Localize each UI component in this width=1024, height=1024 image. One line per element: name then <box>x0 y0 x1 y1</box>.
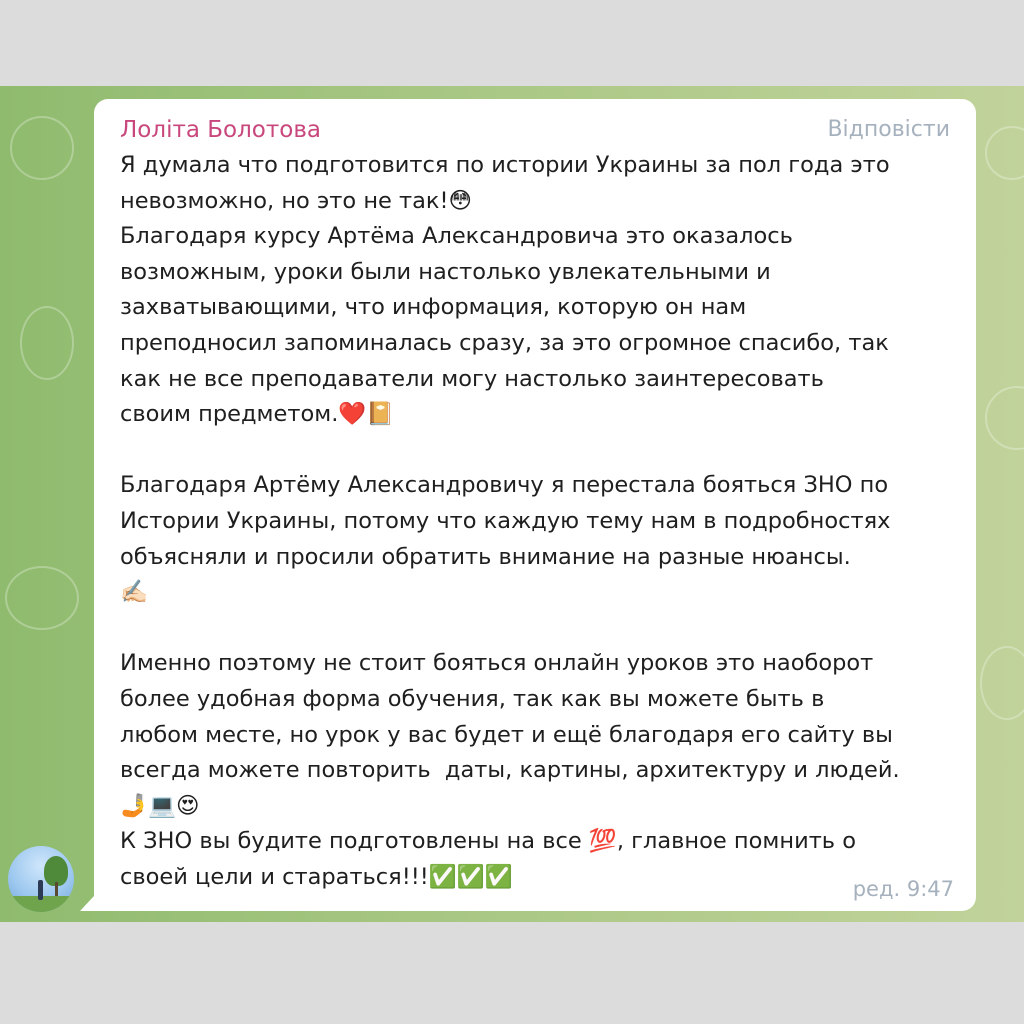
doodle-shape <box>5 566 79 630</box>
message-bubble[interactable] <box>94 99 976 911</box>
sender-avatar[interactable] <box>8 846 74 912</box>
reply-button[interactable]: Відповісти <box>827 117 950 142</box>
avatar-person <box>38 880 43 900</box>
doodle-shape <box>985 386 1024 450</box>
message-timestamp: ред. 9:47 <box>852 877 954 901</box>
bubble-tail <box>80 896 94 911</box>
message-text: Я думала что подготовится по истории Украины за пол года это невозможно, но это не так!😳 Благодаря курсу Артёма Александровича это оказалось возможным, уроки были настолько увлекательными и захватывающими, что информация, которую он нам преподносил запоминалась сразу, за это огромное спасибо, так как не все преподаватели могу настолько заинтересовать своим предметом.❤️📔 Благодаря Артёму Александровичу я перестала бояться ЗНО по Истории Украины, потому что каждую тему нам в подробностях объясняли и просили обратить внимание на разные нюансы. ✍🏻 Именно поэтому не стоит бояться онлайн уроков это наоборот более удобная форма обучения, так как вы можете быть в любом месте, но урок у вас будет и ещё благодаря его сайту вы всегда можете повторить даты, картины, архитектуру и людей. 🤳💻😍 К ЗНО вы будите подготовлены на все 💯, главное помнить о своей цели и стараться!!!✅✅✅ <box>120 152 900 890</box>
sender-name[interactable]: Лоліта Болотова <box>120 117 322 143</box>
doodle-shape <box>20 306 74 380</box>
doodle-shape <box>10 116 74 180</box>
doodle-shape <box>985 126 1024 180</box>
doodle-shape <box>980 646 1024 720</box>
